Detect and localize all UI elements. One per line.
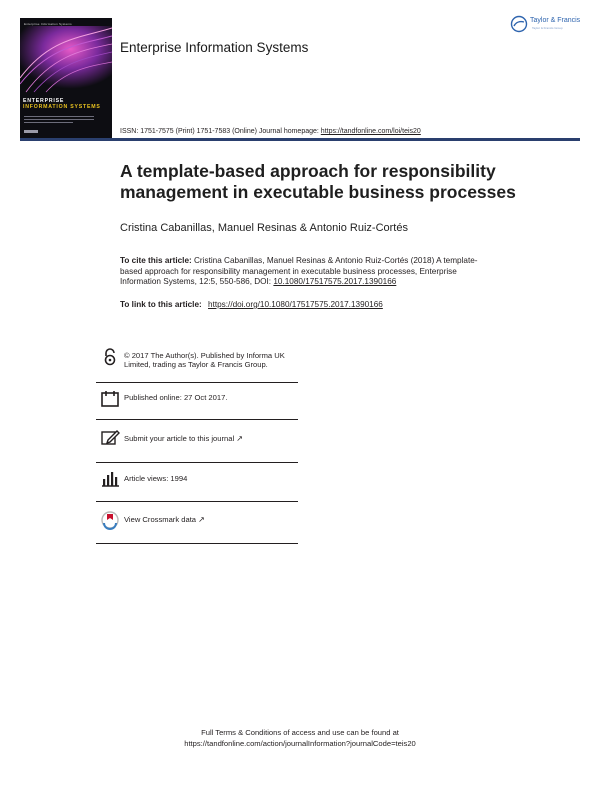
article-views-row [96, 463, 298, 502]
external-link-icon: ↗ [236, 434, 243, 443]
cover-top-text: Enterprise Information Systems [24, 22, 72, 26]
submit-article-row[interactable] [96, 420, 298, 463]
publisher-subname: Taylor & Francis Group [532, 26, 563, 30]
journal-cover-image [20, 18, 112, 138]
footer-terms-url[interactable]: https://tandfonline.com/action/journalInformation?journalCode=teis20 [184, 739, 416, 748]
article-authors: Cristina Cabanillas, Manuel Resinas & Antonio Ruiz-Cortés [120, 222, 408, 234]
submit-article-link[interactable]: Submit your article to this journal ↗ [124, 434, 243, 443]
link-label: To link to this article: [120, 300, 202, 309]
external-link-icon: ↗ [198, 515, 205, 524]
license-row [96, 345, 298, 383]
footer [0, 727, 600, 749]
doi-link[interactable]: 10.1080/17517575.2017.1390166 [273, 277, 397, 287]
publisher-logo-icon [510, 15, 528, 33]
journal-homepage-link[interactable]: https://tandfonline.com/loi/teis20 [320, 128, 421, 135]
article-link-line [120, 300, 383, 309]
citation-label: To cite this article: [120, 256, 192, 265]
published-date-row [96, 383, 298, 420]
crossmark-link[interactable]: View Crossmark data ↗ [124, 515, 205, 524]
header-divider [20, 138, 580, 141]
cover-title: ENTERPRISE INFORMATION SYSTEMS [23, 98, 101, 111]
footer-terms-text: Full Terms & Conditions of access and use can be found at [201, 728, 399, 737]
cover-text-lines [24, 116, 94, 125]
issn-line [120, 128, 421, 135]
cover-publisher-logo [24, 130, 38, 133]
bar-chart-icon [100, 469, 120, 489]
edit-icon [100, 428, 120, 448]
publisher-logo [510, 15, 590, 33]
license-text: © 2017 The Author(s). Published by Informa UK Limited, trading as Taylor & Francis Group. [124, 351, 285, 370]
published-date-text: Published online: 27 Oct 2017. [124, 393, 228, 402]
publisher-name: Taylor & Francis [530, 17, 581, 24]
journal-title: Enterprise Information Systems [120, 40, 309, 55]
article-doi-url[interactable]: https://doi.org/10.1080/17517575.2017.1390166 [208, 300, 383, 309]
citation-block [120, 256, 490, 288]
crossmark-icon [100, 510, 120, 530]
article-views-text: Article views: 1994 [124, 474, 188, 483]
open-access-icon [100, 347, 120, 367]
crossmark-row[interactable] [96, 502, 298, 544]
issn-text: ISSN: 1751-7575 (Print) 1751-7583 (Online) Journal homepage: [120, 128, 319, 135]
article-title: A template-based approach for responsibility management in executable business processes [120, 161, 516, 202]
calendar-icon [100, 389, 120, 409]
citation-text: Cristina Cabanillas, Manuel Resinas & Antonio Ruiz-Cortés (2018) A template-based approach for responsibility management in executable business processes, Enterprise Information Systems, 12:5, 550-586, DOI: [120, 256, 478, 287]
